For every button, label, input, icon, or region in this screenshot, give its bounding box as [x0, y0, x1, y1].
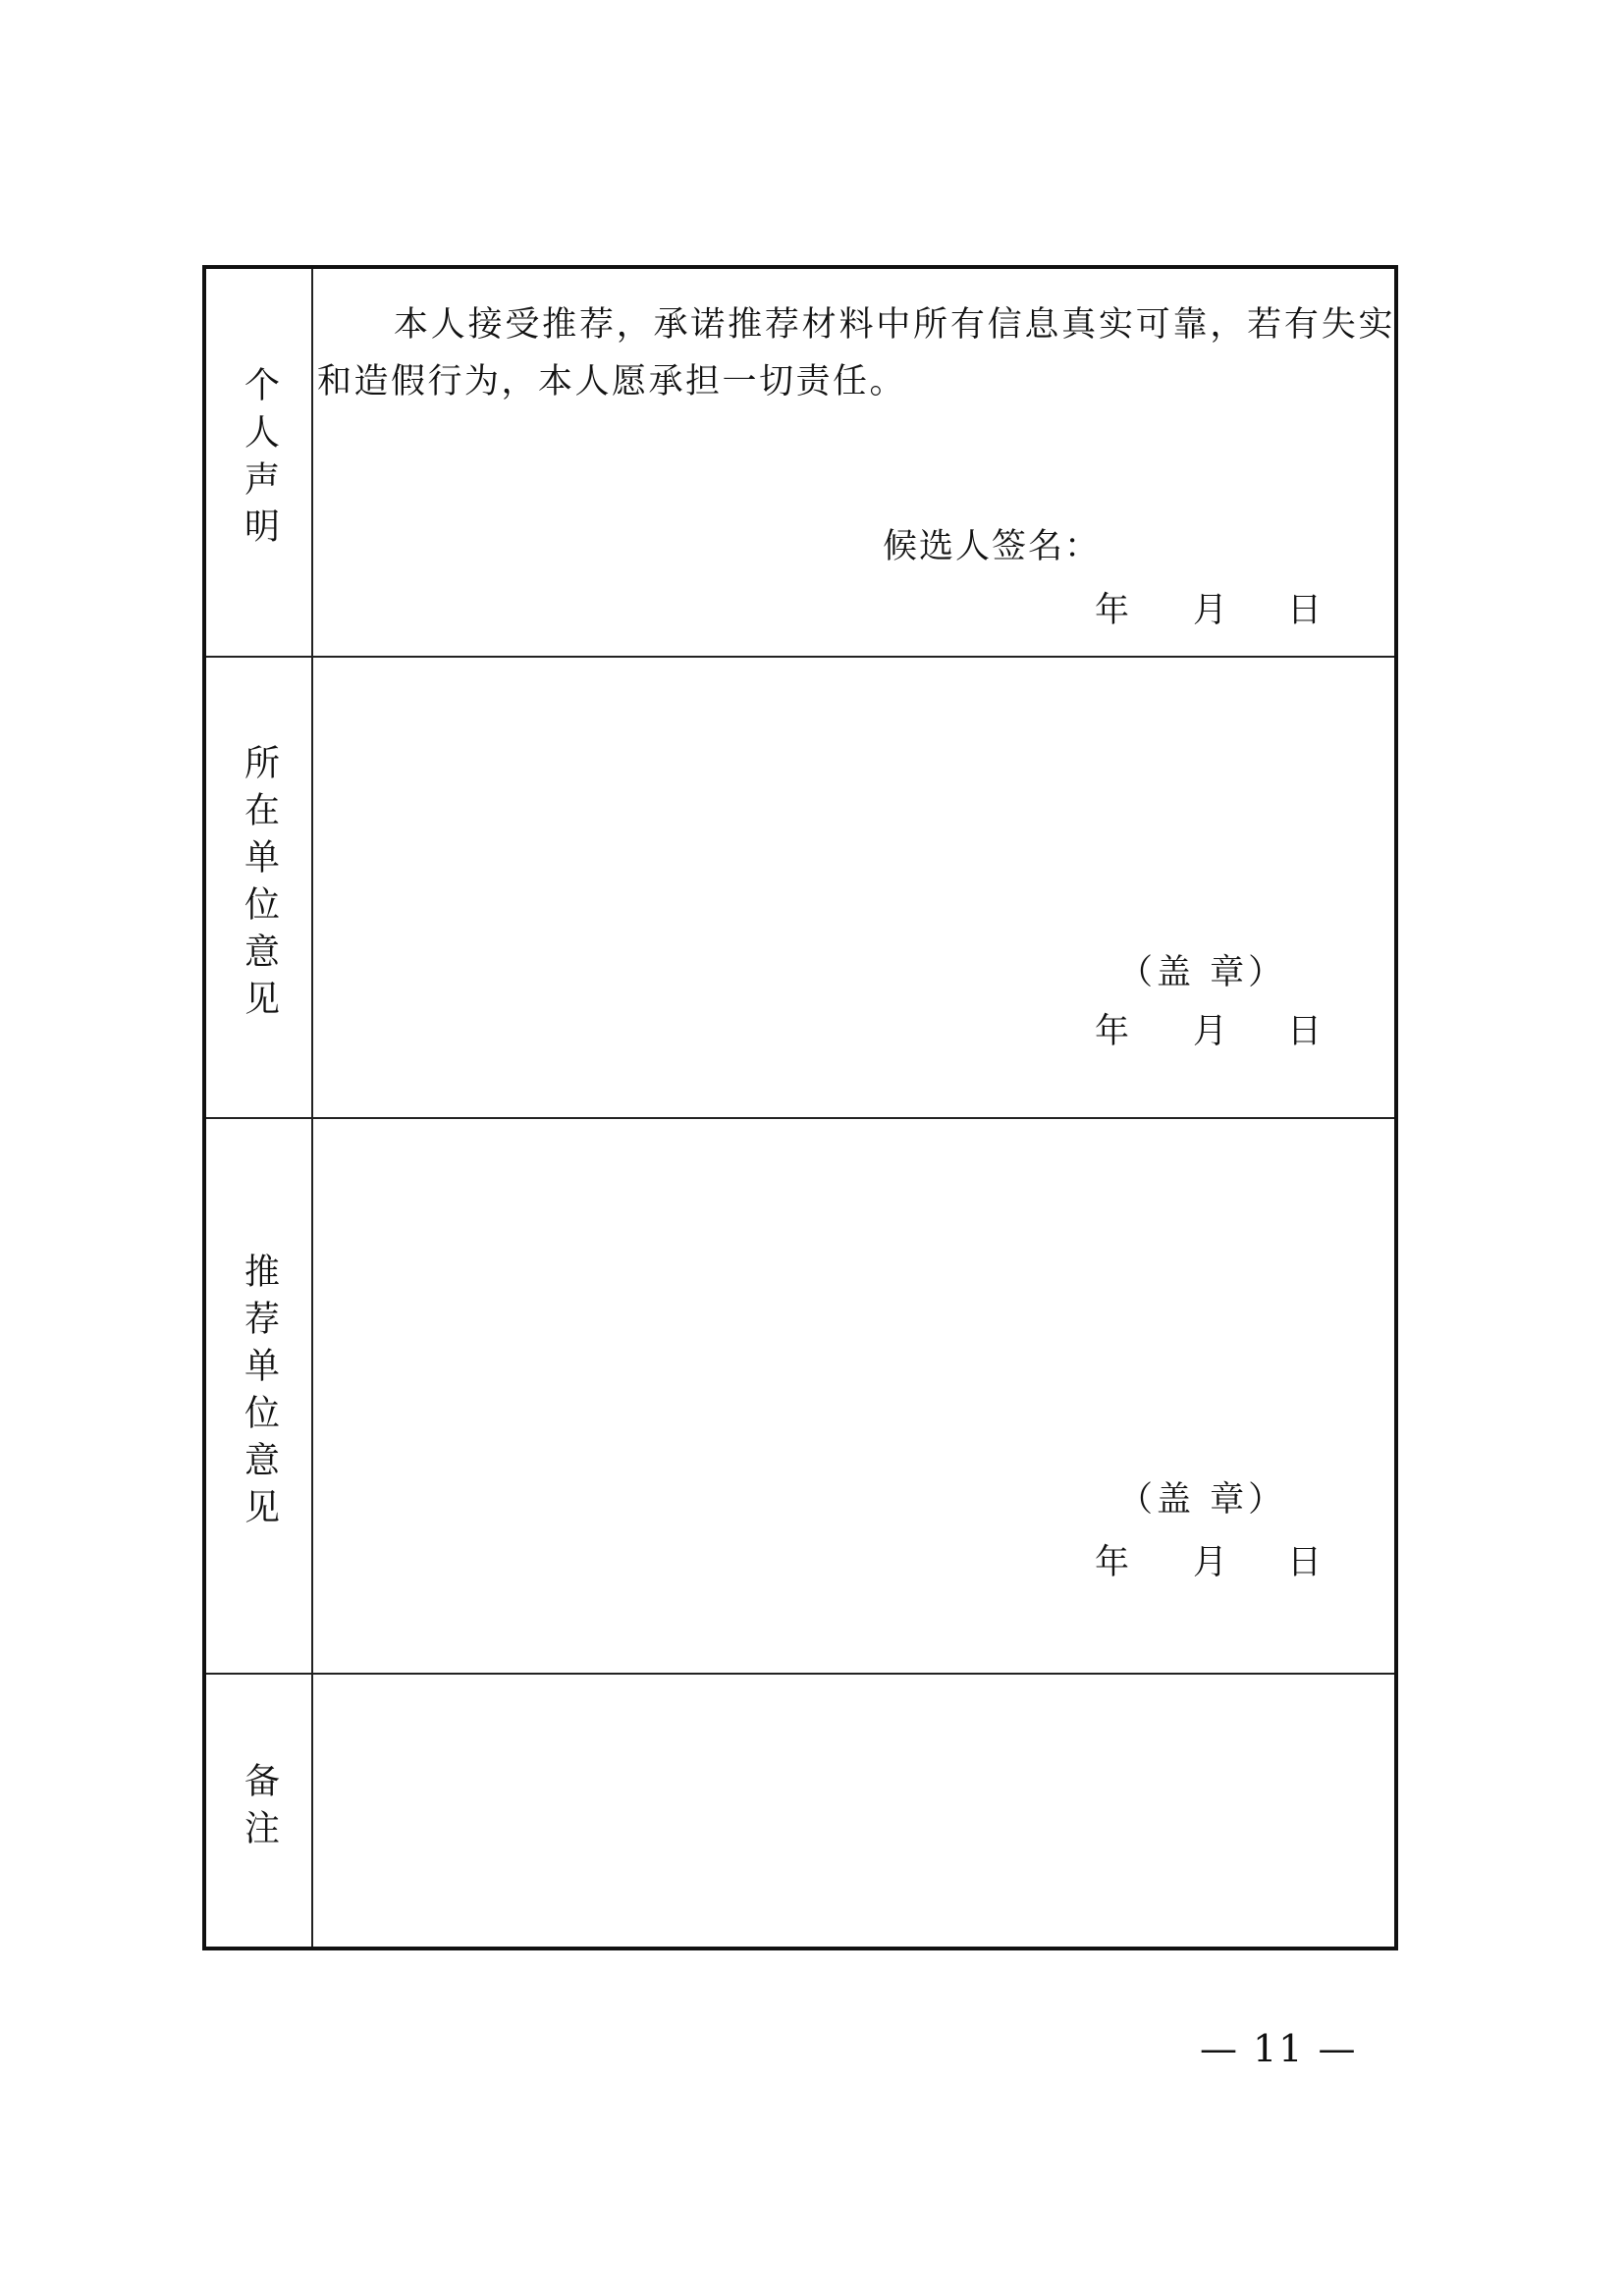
- unit-opinion-label: 所在单位意见: [239, 744, 280, 1027]
- date-month: 月: [1193, 1543, 1228, 1582]
- date-day: 日: [1287, 1012, 1323, 1051]
- date-year: 年: [1095, 1543, 1130, 1582]
- remarks-label: 备注: [239, 1761, 280, 1856]
- recommender-opinion-date: [1095, 1535, 1322, 1584]
- declaration-row: [204, 267, 1396, 657]
- declaration-label: 个人声明: [239, 366, 280, 555]
- declaration-text: 本人接受推荐，承诺推荐材料中所有信息真实可靠，若有失实和造假行为，本人愿承担一切责任。: [317, 305, 1395, 401]
- remarks-label-cell: [204, 1674, 312, 1949]
- signature-label: 候选人签名：: [883, 527, 1102, 566]
- declaration-date: [1095, 583, 1322, 632]
- declaration-label-cell: [204, 267, 312, 657]
- remarks-row: [204, 1674, 1396, 1949]
- form-table: [202, 265, 1398, 1950]
- recommender-opinion-label-cell: [204, 1118, 312, 1674]
- date-month: 月: [1193, 591, 1228, 630]
- page-number: — 11 —: [1200, 2027, 1358, 2070]
- recommender-opinion-content[interactable]: [312, 1118, 1396, 1674]
- date-day: 日: [1287, 1543, 1323, 1582]
- date-year: 年: [1095, 591, 1130, 630]
- recommender-seal-label: （盖 章）: [1118, 1480, 1287, 1520]
- unit-seal-label: （盖 章）: [1118, 953, 1287, 992]
- recommender-opinion-row: [204, 1118, 1396, 1674]
- remarks-content[interactable]: [312, 1674, 1396, 1949]
- unit-opinion-date: [1095, 1004, 1322, 1053]
- unit-opinion-row: [204, 657, 1396, 1118]
- date-day: 日: [1287, 591, 1323, 630]
- declaration-content[interactable]: [312, 267, 1396, 657]
- date-month: 月: [1193, 1012, 1228, 1051]
- unit-opinion-content[interactable]: [312, 657, 1396, 1118]
- unit-opinion-label-cell: [204, 657, 312, 1118]
- date-year: 年: [1095, 1012, 1130, 1051]
- recommender-opinion-label: 推荐单位意见: [239, 1253, 280, 1535]
